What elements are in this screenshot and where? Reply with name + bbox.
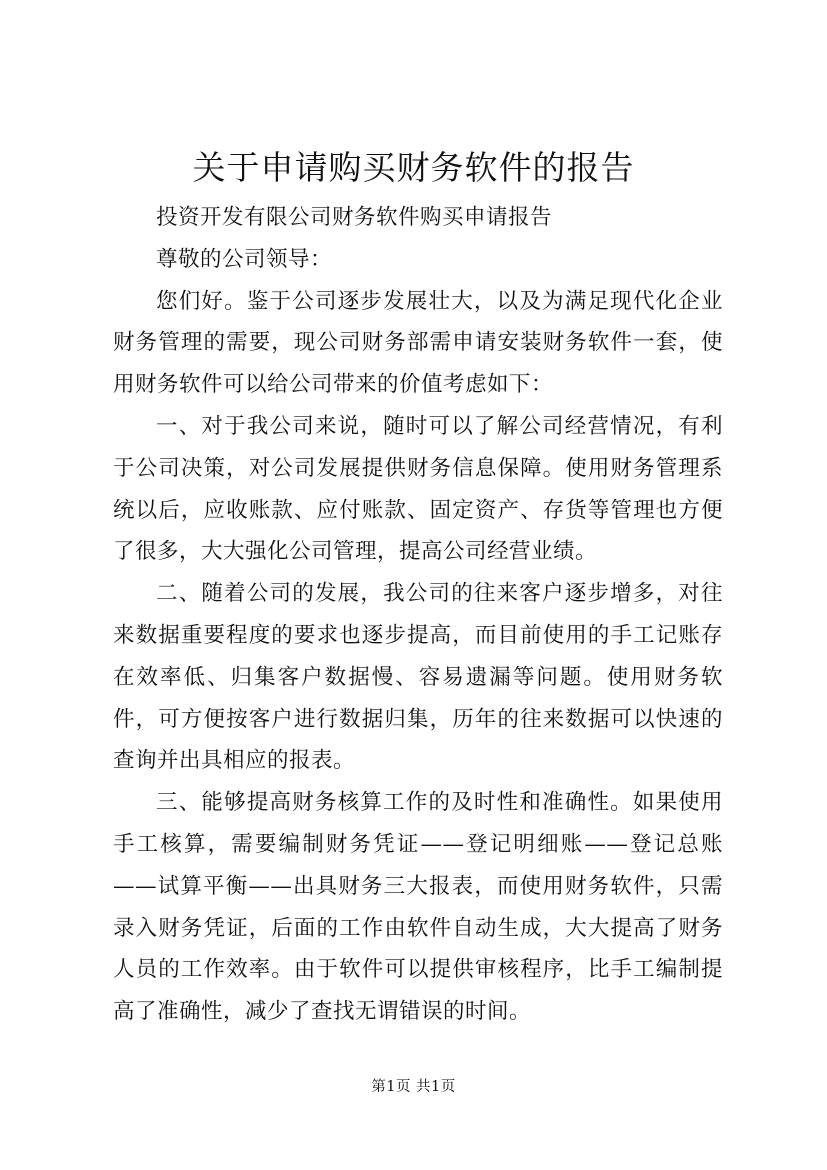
paragraph-intro: 您们好。鉴于公司逐步发展壮大，以及为满足现代化企业财务管理的需要，现公司财务部需申请安装财务软件一套，使用财务软件可以给公司带来的价值考虑如下： <box>113 288 723 398</box>
paragraph-point-2: 二、随着公司的发展，我公司的往来客户逐步增多，对往来数据重要程度的要求也逐步提高，而目前使用的手工记账存在效率低、归集客户数据慢、容易遗漏等问题。使用财务软件，可方便按客户进行数据归集，历年的往来数据可以快速的查询并出具相应的报表。 <box>113 581 723 774</box>
page-footer: 第1页 共1页 <box>371 1079 456 1095</box>
paragraph-point-1: 一、对于我公司来说，随时可以了解公司经营情况，有利于公司决策，对公司发展提供财务信息保障。使用财务管理系统以后，应收账款、应付账款、固定资产、存货等管理也方便了很多，大大强化公司管理，提高公司经营业绩。 <box>113 413 723 565</box>
document-body <box>113 197 723 1033</box>
paragraph-point-3: 三、能够提高财务核算工作的及时性和准确性。如果使用手工核算，需要编制财务凭证——登记明细账——登记总账——试算平衡——出具财务三大报表，而使用财务软件，只需录入财务凭证，后面的工作由软件自动生成，大大提高了财务人员的工作效率。由于软件可以提供审核程序，比手工编制提高了准确性，减少了查找无谓错误的时间。 <box>113 790 723 1025</box>
salutation: 尊敬的公司领导： <box>156 246 333 272</box>
document-title: 关于申请购买财务软件的报告 <box>192 148 635 187</box>
subtitle-line: 投资开发有限公司财务软件购买申请报告 <box>156 205 553 230</box>
